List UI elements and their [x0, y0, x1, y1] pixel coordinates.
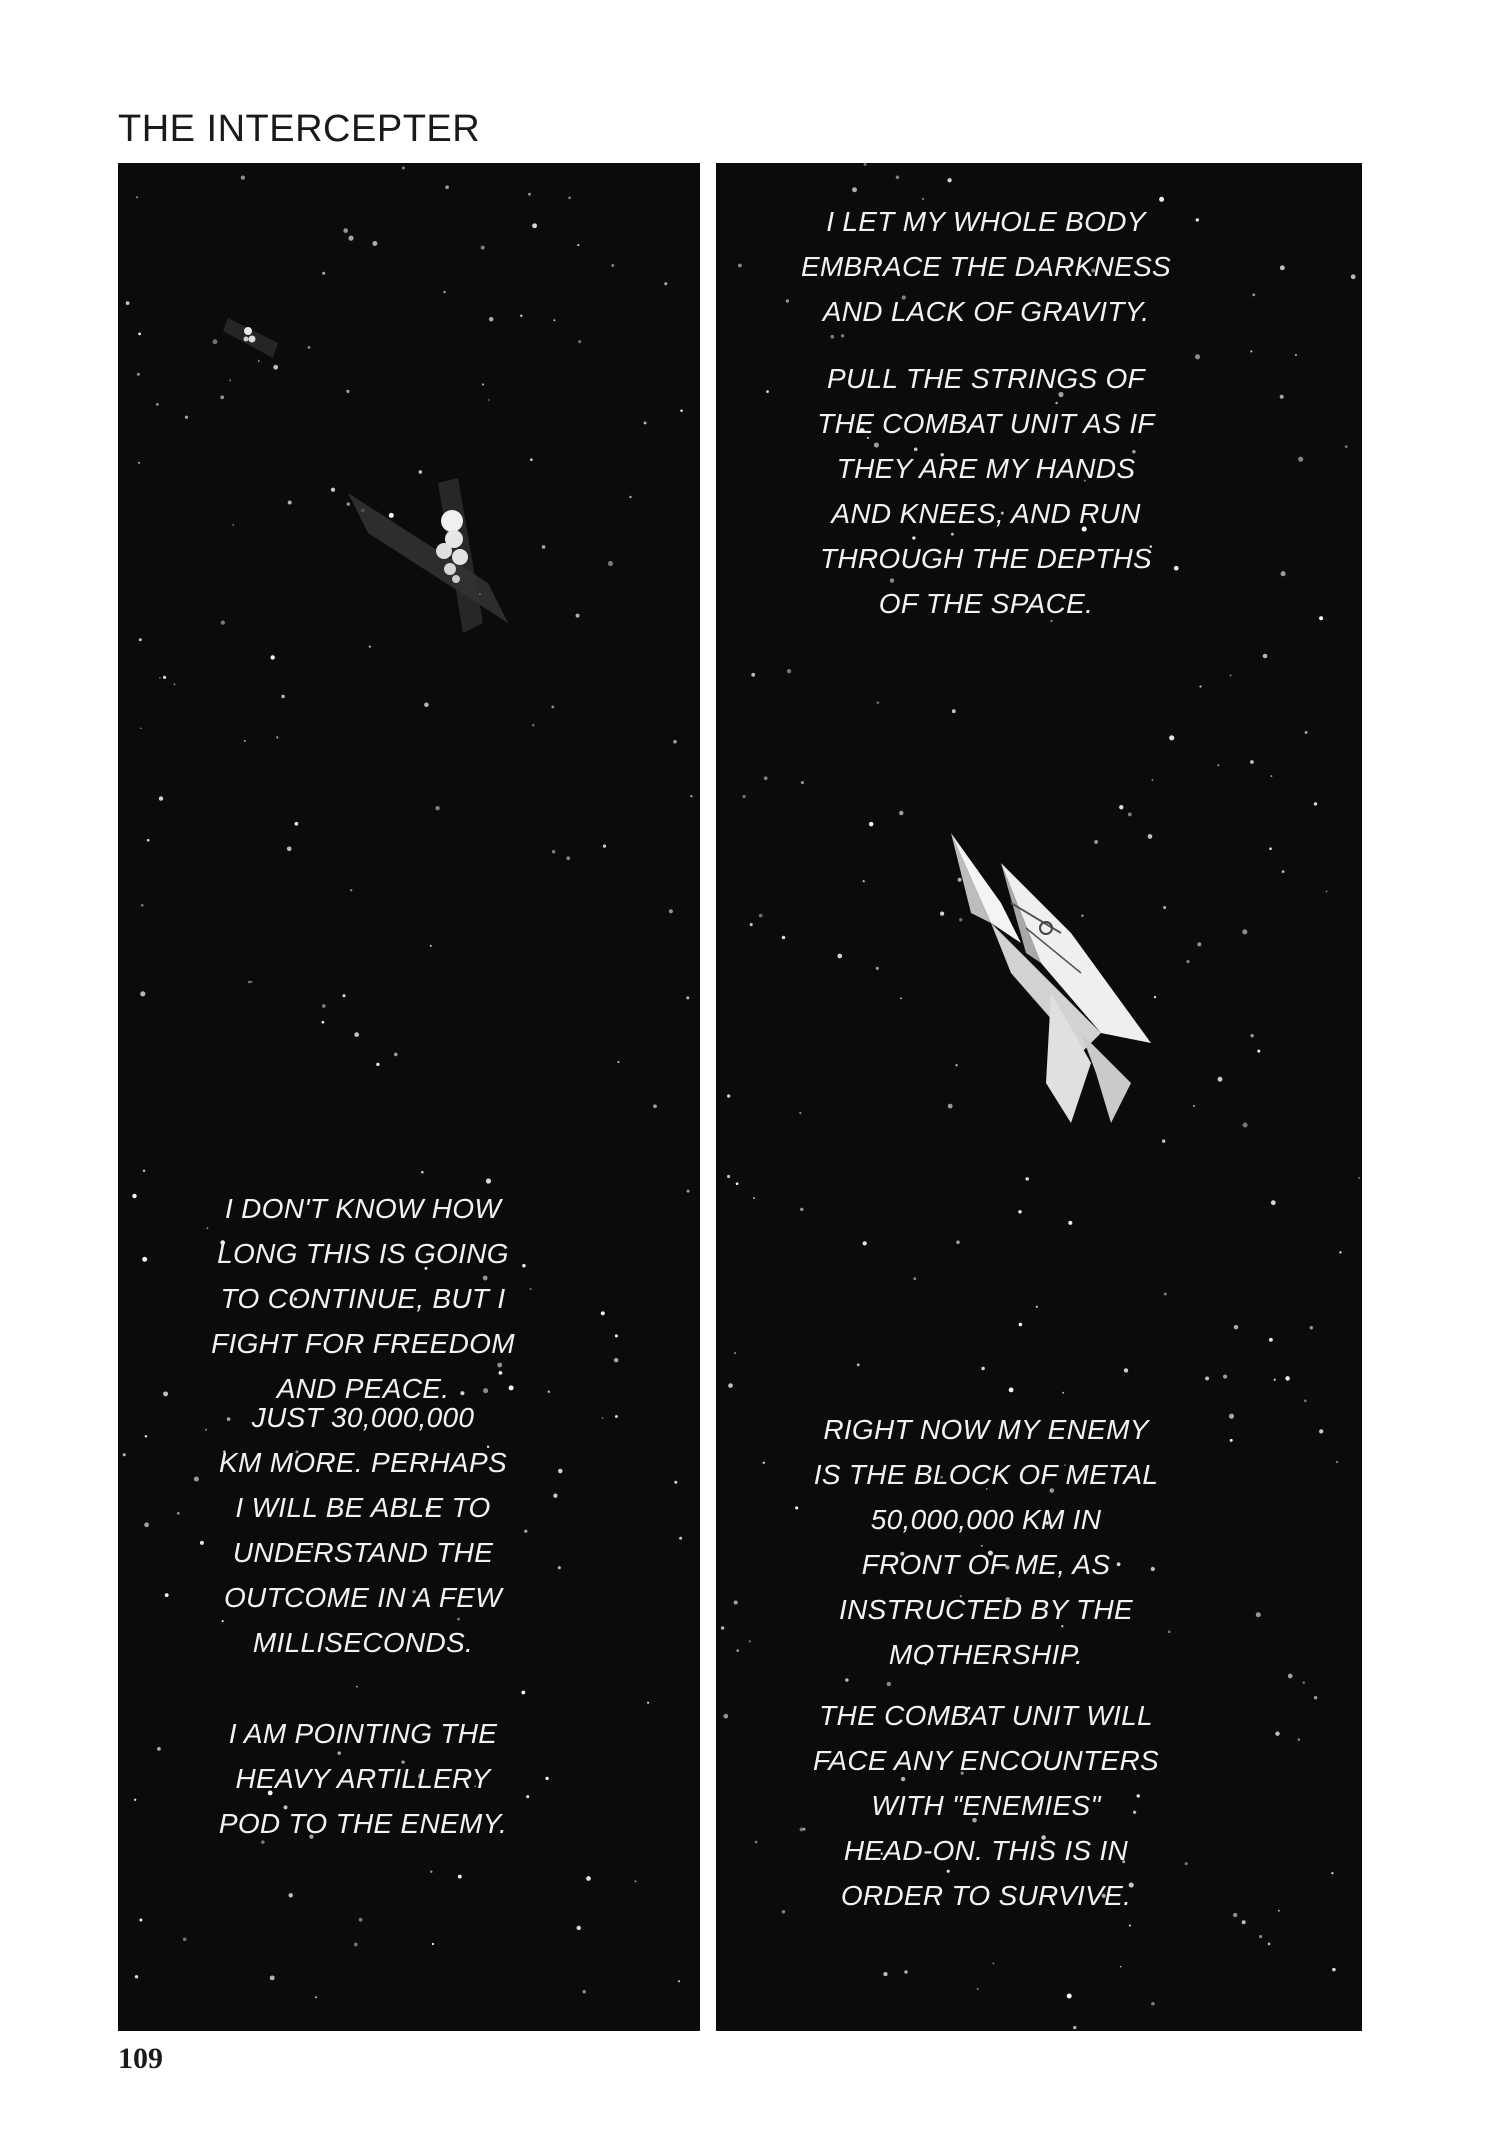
star	[553, 319, 555, 321]
star	[137, 373, 140, 376]
star	[138, 462, 140, 464]
star	[1067, 1994, 1072, 1999]
page-title: THE INTERCEPTER	[118, 108, 481, 150]
star	[629, 496, 632, 499]
star	[1152, 779, 1154, 781]
star	[220, 395, 224, 399]
star	[1345, 445, 1348, 448]
star	[424, 703, 429, 708]
caption-line: EMBRACE THE DARKNESS	[800, 251, 1172, 282]
caption-line: WITH "ENEMIES"	[871, 1790, 1101, 1821]
star	[615, 1415, 618, 1418]
page-number: 109	[118, 2042, 163, 2075]
star	[686, 996, 689, 999]
caption-line: HEAD-ON. THIS IS IN	[843, 1835, 1129, 1866]
right-caption-3	[716, 1407, 1256, 1677]
star	[1280, 265, 1285, 270]
distant-satellite-illustration	[218, 303, 298, 373]
star	[644, 421, 647, 424]
caption-line: THEY ARE MY HANDS	[836, 453, 1136, 484]
star	[896, 176, 900, 180]
star	[289, 1893, 293, 1897]
star	[1298, 457, 1303, 462]
star	[869, 822, 874, 827]
right-panel	[716, 163, 1362, 2031]
star	[577, 244, 579, 246]
star	[185, 416, 188, 419]
star	[801, 781, 804, 784]
star	[1268, 1943, 1271, 1946]
star	[647, 1702, 649, 1704]
star	[183, 1937, 187, 1941]
star	[251, 981, 253, 983]
star	[1281, 571, 1286, 576]
star	[1270, 775, 1272, 777]
star	[1304, 1400, 1307, 1403]
caption-line: OF THE SPACE.	[878, 588, 1094, 619]
star	[551, 705, 554, 708]
star	[742, 795, 745, 798]
star	[800, 1208, 804, 1212]
caption-line: FRONT OF ME, AS	[861, 1549, 1111, 1580]
star	[1295, 354, 1297, 356]
star	[899, 811, 903, 815]
star	[728, 1383, 733, 1388]
star	[1199, 686, 1201, 688]
star	[566, 856, 570, 860]
star	[841, 334, 844, 337]
star	[664, 282, 667, 285]
star	[673, 740, 677, 744]
caption-line: POD TO THE ENEMY.	[218, 1808, 508, 1839]
star	[977, 1988, 979, 1990]
star	[432, 1943, 434, 1945]
star	[1205, 1376, 1209, 1380]
star	[904, 1970, 907, 1973]
star	[343, 994, 346, 997]
star	[617, 1061, 619, 1063]
star	[1124, 1368, 1128, 1372]
star	[615, 1334, 618, 1337]
star	[751, 673, 755, 677]
star	[1358, 1177, 1360, 1179]
star	[1242, 1920, 1246, 1924]
star	[308, 346, 311, 349]
star	[1257, 1050, 1260, 1053]
star	[753, 1197, 755, 1199]
star	[159, 796, 163, 800]
star	[552, 850, 555, 853]
star	[482, 383, 484, 385]
star	[213, 339, 218, 344]
star	[1197, 942, 1201, 946]
star	[350, 889, 352, 891]
star	[1120, 1966, 1122, 1968]
star	[690, 795, 692, 797]
star	[270, 1975, 275, 1980]
star	[248, 981, 251, 984]
star	[159, 677, 161, 679]
star	[241, 175, 245, 179]
star	[141, 904, 144, 907]
caption-line: AND KNEES, AND RUN	[831, 498, 1141, 529]
star	[1062, 1392, 1064, 1394]
star	[163, 676, 166, 679]
star	[1250, 760, 1254, 764]
caption-line: UNDERSTAND THE	[232, 1537, 494, 1568]
star	[687, 1190, 690, 1193]
star	[583, 1990, 586, 1993]
star	[271, 655, 275, 659]
star	[900, 997, 902, 999]
star	[331, 488, 335, 492]
star	[359, 1918, 363, 1922]
star	[830, 335, 834, 339]
star	[1162, 1139, 1165, 1142]
star	[913, 1277, 916, 1280]
star	[845, 1678, 848, 1681]
star	[1319, 616, 1323, 620]
star	[229, 379, 231, 381]
star	[981, 1367, 984, 1370]
star	[947, 178, 951, 182]
caption-line: I LET MY WHOLE BODY	[826, 206, 1146, 237]
caption-line: RIGHT NOW MY ENEMY	[823, 1414, 1149, 1445]
star	[276, 736, 278, 738]
star	[1314, 1696, 1317, 1699]
star	[576, 614, 580, 618]
star	[126, 301, 130, 305]
star	[402, 166, 405, 169]
caption-line: AND PEACE.	[276, 1373, 450, 1404]
star	[315, 1996, 317, 1998]
star	[295, 822, 299, 826]
star	[1151, 2002, 1155, 2006]
star	[244, 740, 246, 742]
star	[603, 844, 606, 847]
star	[611, 264, 614, 267]
star	[1230, 674, 1232, 676]
star	[1250, 1034, 1253, 1037]
star	[1282, 870, 1285, 873]
star	[679, 1537, 682, 1540]
caption-line: JUST 30,000,000	[251, 1402, 475, 1433]
star	[281, 695, 284, 698]
star	[837, 954, 842, 959]
caption-line: I DON'T KNOW HOW	[224, 1193, 502, 1224]
caption-line: THROUGH THE DEPTHS	[819, 543, 1153, 574]
star	[322, 1021, 325, 1024]
star	[1164, 1292, 1167, 1295]
caption-line: ORDER TO SURVIVE.	[840, 1880, 1132, 1911]
space-station-illustration	[348, 473, 548, 653]
star	[750, 923, 753, 926]
star	[1217, 764, 1219, 766]
star	[354, 1032, 359, 1037]
star	[528, 193, 531, 196]
star	[140, 727, 142, 729]
star	[1285, 1376, 1289, 1380]
star	[1319, 1429, 1323, 1433]
star	[521, 1691, 525, 1695]
star	[1269, 847, 1272, 850]
star	[1009, 1387, 1014, 1392]
star	[421, 1171, 424, 1174]
star	[489, 317, 494, 322]
star	[736, 1182, 739, 1185]
star	[139, 1918, 142, 1921]
star	[1297, 1738, 1300, 1741]
star	[1305, 731, 1308, 734]
star	[578, 340, 581, 343]
star	[1250, 350, 1252, 352]
star	[1331, 1872, 1333, 1874]
star	[764, 776, 768, 780]
star	[883, 1972, 887, 1976]
star	[1278, 1910, 1280, 1912]
right-caption-4	[716, 1693, 1256, 1918]
star	[887, 1682, 891, 1686]
star	[759, 914, 763, 918]
star	[678, 1980, 680, 1982]
star	[568, 196, 571, 199]
star	[135, 1975, 138, 1978]
star	[322, 272, 325, 275]
right-caption-2	[716, 356, 1256, 626]
star	[863, 1241, 867, 1245]
caption-line: 50,000,000 KM IN	[870, 1504, 1102, 1535]
left-caption-1	[118, 1186, 608, 1411]
star	[952, 709, 956, 713]
caption-line: FACE ANY ENCOUNTERS	[813, 1745, 1159, 1776]
star	[635, 1880, 637, 1882]
star	[481, 246, 485, 250]
caption-line: MOTHERSHIP.	[888, 1639, 1084, 1670]
star	[430, 1870, 432, 1872]
caption-line: OUTCOME IN A FEW	[223, 1582, 503, 1613]
star	[488, 399, 490, 401]
star	[1263, 654, 1268, 659]
star	[1271, 1200, 1276, 1205]
star	[1218, 1077, 1223, 1082]
left-caption-2	[118, 1395, 608, 1665]
star	[394, 1053, 398, 1057]
star	[674, 1481, 677, 1484]
star	[1234, 1325, 1238, 1329]
caption-line: THE COMBAT UNIT AS IF	[817, 408, 1155, 439]
star	[143, 1170, 146, 1173]
caption-line: PULL THE STRINGS OF	[827, 363, 1145, 394]
star	[372, 241, 377, 246]
star	[863, 880, 865, 882]
star	[1223, 1375, 1227, 1379]
star	[1256, 1612, 1261, 1617]
caption-line: HEAVY ARTILLERY	[235, 1763, 491, 1794]
star	[1332, 1968, 1335, 1971]
star	[532, 724, 534, 726]
star	[430, 945, 432, 947]
star	[346, 390, 349, 393]
star	[727, 1175, 730, 1178]
star	[576, 1926, 580, 1930]
star	[1303, 1682, 1305, 1684]
star	[530, 458, 533, 461]
star	[857, 1363, 860, 1366]
star	[147, 839, 150, 842]
caption-line: THE COMBAT UNIT WILL	[819, 1700, 1153, 1731]
caption-line: FIGHT FOR FREEDOM	[211, 1328, 515, 1359]
star	[486, 1178, 491, 1183]
star	[1326, 891, 1328, 893]
star	[852, 187, 857, 192]
star	[356, 1686, 358, 1688]
star	[1336, 1461, 1338, 1463]
star	[458, 1875, 462, 1879]
star	[608, 561, 613, 566]
star	[348, 236, 353, 241]
star	[782, 936, 786, 940]
star	[221, 620, 225, 624]
star	[139, 638, 142, 641]
star	[1068, 1221, 1072, 1225]
star	[354, 1943, 358, 1947]
caption-line: KM MORE. PERHAPS	[219, 1447, 507, 1478]
star	[877, 702, 879, 704]
star	[876, 967, 879, 970]
star	[1025, 1177, 1029, 1181]
star	[1274, 1379, 1276, 1381]
caption-line: I AM POINTING THE	[228, 1718, 498, 1749]
star	[586, 1876, 591, 1881]
star	[532, 223, 537, 228]
star	[1129, 1925, 1131, 1927]
caption-line: TO CONTINUE, BUT I	[220, 1283, 506, 1314]
star	[614, 1358, 619, 1363]
star	[343, 228, 348, 233]
star	[1019, 1323, 1023, 1327]
left-caption-3	[118, 1711, 608, 1846]
star	[1242, 929, 1247, 934]
caption-line: MILLISECONDS.	[252, 1627, 474, 1658]
star	[520, 315, 522, 317]
star	[1073, 2026, 1076, 2029]
caption-line: INSTRUCTED BY THE	[839, 1594, 1133, 1625]
star	[1018, 1210, 1021, 1213]
star	[799, 1112, 801, 1114]
star	[174, 683, 176, 685]
star	[138, 333, 141, 336]
star	[734, 1352, 736, 1354]
star	[1128, 812, 1132, 816]
star	[1119, 805, 1123, 809]
star	[864, 163, 867, 166]
star	[156, 403, 159, 406]
left-panel	[118, 163, 700, 2031]
star	[322, 1004, 326, 1008]
star	[1169, 735, 1174, 740]
combat-unit-illustration	[931, 833, 1191, 1133]
caption-line: IS THE BLOCK OF METAL	[813, 1459, 1159, 1490]
star	[140, 991, 145, 996]
star	[1280, 395, 1284, 399]
star	[288, 500, 292, 504]
star	[1259, 1935, 1262, 1938]
star	[1036, 1306, 1038, 1308]
star	[376, 1063, 379, 1066]
star	[232, 524, 234, 526]
star	[1243, 1122, 1248, 1127]
right-caption-1	[716, 199, 1256, 334]
star	[287, 846, 292, 851]
star	[787, 669, 791, 673]
star	[1310, 1326, 1313, 1329]
star	[1288, 1674, 1293, 1679]
star	[669, 909, 673, 913]
star	[727, 1094, 730, 1097]
star	[680, 410, 682, 412]
star	[136, 196, 138, 198]
star	[1314, 802, 1317, 805]
star	[1275, 1732, 1279, 1736]
star	[1193, 1105, 1195, 1107]
star	[1351, 274, 1356, 279]
caption-line: I WILL BE ABLE TO	[235, 1492, 491, 1523]
caption-line: LONG THIS IS GOING	[217, 1238, 509, 1269]
star	[1269, 1338, 1273, 1342]
star	[443, 291, 445, 293]
star	[956, 1240, 959, 1243]
star	[445, 185, 449, 189]
star	[1339, 1251, 1341, 1253]
star	[653, 1104, 657, 1108]
star	[992, 1962, 994, 1964]
caption-line: AND LACK OF GRAVITY.	[822, 296, 1150, 327]
star	[435, 806, 439, 810]
